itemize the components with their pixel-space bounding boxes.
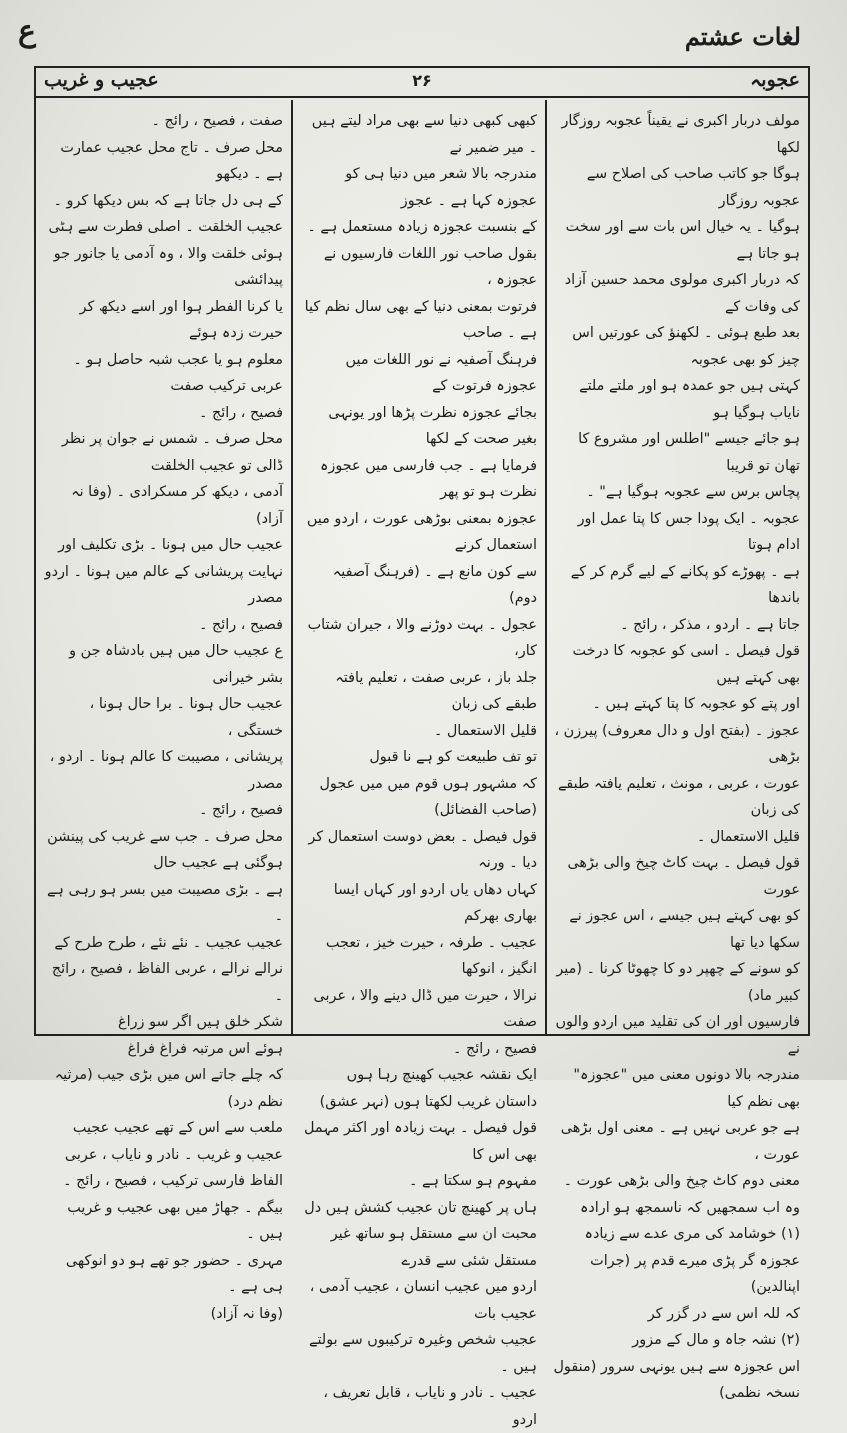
text-line: عجول ۔ بہت دوڑنے والا ، جیران شتاب کار،: [307, 616, 537, 659]
text-line: مہری ۔ حضور جو تھے ہو دو انوکھی ہی ہے ۔: [65, 1252, 283, 1295]
text-line: ایک نقشہ عجیب کھینچ رہا ہوں: [346, 1067, 537, 1083]
text-line: ہے جو عربی نہیں ہے ۔ معنی اول بڑھی عورت ،: [560, 1120, 800, 1163]
text-line: عورت ، عربی ، مونث ، تعلیم یافتہ طبقے کی زبان: [557, 775, 800, 818]
text-line: (۱) خوشامد کی مری عدے سے زیادہ: [584, 1226, 800, 1242]
text-line: محبت ان سے مستقل ہو ساتھ غیر مستقل شئی سے قدرے: [330, 1226, 537, 1269]
text-line: عجیب حال میں ہونا ۔ بڑی تکلیف اور: [58, 537, 283, 553]
text-line: کہ مشہور ہوں قوم میں میں عجول (صاحب الفضائل): [319, 775, 537, 818]
text-line: بیگم ۔ جھاڑ میں بھی عجیب و غریب ہیں ۔: [67, 1199, 283, 1242]
text-line: کہاں دھاں یاں اردو اور کہاں ایسا بھاری بھرکم: [333, 881, 537, 924]
text-line: معنی دوم کاٹ چیخ والی بڑھی عورت ۔: [563, 1173, 800, 1189]
text-line: فرہنگ آصفیہ نے نور اللغات میں عجوزہ فرتوت کے: [345, 351, 537, 394]
left-headword: عجیب و غریب: [44, 69, 159, 91]
text-line: کہ للہ اس سے در گزر کر: [647, 1305, 800, 1322]
text-line: صفت ، فصیح ، رائج ۔: [151, 113, 283, 129]
text-line: بعد طبع ہوئی ۔ لکھنؤ کی عورتیں اس چیز کو بھی عجوبہ: [572, 325, 800, 368]
text-line: عجوزہ بمعنی بوڑھی عورت ، اردو میں استعمال کرنے: [306, 510, 537, 553]
text-line: اور پتے کو عجوبہ کا پتا کہتے ہیں ۔: [592, 696, 800, 712]
text-line: کے بنسبت عجوزہ زیادہ مستعمل ہے ۔: [307, 219, 537, 235]
text-line: جاتا ہے ۔ اردو ، مذکر ، رائج ۔: [620, 616, 800, 633]
text-line: بقول صاحب نور اللغات فارسیوں نے عجوزہ ،: [323, 245, 537, 288]
column-left: [36, 100, 291, 1322]
text-line: مولف دربار اکبری نے یقیناً عجوبہ روزگار لکھا: [561, 113, 800, 156]
page-number: ۲۶: [412, 71, 432, 90]
text-line: پچاس برس سے عجوبہ ہوگیا ہے" ۔: [586, 484, 800, 500]
text-line: ہوئے اس مرتبہ فراغ فراغ: [127, 1040, 283, 1057]
text-line: (وفا نہ آزاد): [210, 1305, 283, 1322]
text-line: نرالا ، حیرت میں ڈال دینے والا ، عربی صفت: [313, 987, 537, 1030]
page-letter-mark: ع: [18, 14, 36, 49]
text-line: فصیح ، رائج ۔: [452, 1040, 537, 1057]
text-line: ہوگا جو کاتب صاحب کی اصلاح سے عجوبہ روزگار: [586, 166, 800, 209]
text-line: عجیب ۔ طرفہ ، حیرت خیز ، تعجب انگیز ، انوکھا: [325, 934, 537, 977]
text-line: محل صرف ۔ تاج محل عجیب عمارت ہے ۔ دیکھو: [60, 139, 283, 182]
text-line: تو تف طبیعت کو ہے نا قبول: [369, 749, 537, 765]
text-line: کو بھی کہتے ہیں جیسے ، اس عجوز نے سکھا دیا تھا: [569, 908, 800, 951]
text-line: قول فیصل ۔ بہت زیادہ اور اکثر مہمل بھی اس کا: [304, 1120, 537, 1163]
text-line: قول فیصل ۔ اسی کو عجوبہ کا درخت بھی کہتے ہیں: [572, 643, 800, 686]
text-line: الفاظ فارسی ترکیب ، فصیح ، رائج ۔: [63, 1173, 283, 1189]
text-line: ہوگیا ۔ یہ خیال اس بات سے اور سخت ہو جاتا ہے: [565, 219, 800, 262]
text-line: عجیب عجیب ۔ نئے نئے ، طرح طرح کے: [54, 934, 283, 951]
text-line: سے کون مانع ہے ۔ (فرہنگ آصفیہ دوم): [332, 563, 537, 606]
text-line: نرالے نرالے ، عربی الفاظ ، فصیح ، رائج ۔: [51, 961, 283, 1004]
text-line: کہ دربار اکبری مولوی محمد حسین آزاد کی وفات کے: [564, 272, 800, 315]
text-line: عجیب شخص وغیرہ ترکیبوں سے بولتے ہیں ۔: [309, 1332, 537, 1375]
text-line: کہ چلے جاتے اس میں بڑی جیب (مرثیہ نظم درد): [54, 1067, 283, 1110]
text-line: فرمایا ہے ۔ جب فارسی میں عجوزہ نظرت ہو تو پھر: [319, 457, 537, 500]
text-line: جلد باز ، عربی صفت ، تعلیم یافتہ طبقے کی زبان: [335, 669, 537, 712]
text-line: وہ اب سمجھیں کہ ناسمجھ ہو ارادہ: [579, 1199, 800, 1216]
text-line: کو سونے کے چھپر دو کا چھوٹا کرنا ۔ (میر کبیر ماد): [556, 961, 800, 1004]
text-line: ہو جائے جیسے "اطلس اور مشروع کا تھان تو قریبا: [578, 431, 800, 474]
text-line: قول فیصل ۔ بہت کاٹ چیخ والی بڑھی عورت: [567, 855, 800, 898]
text-line: یا کرنا الفطر ہوا اور اسے دیکھ کر حیرت زدہ ہوئے: [79, 298, 283, 341]
text-line: قول فیصل ۔ بعض دوست استعمال کر دیا ۔ ورنہ: [308, 828, 537, 871]
text-line: فصیح ، رائج ۔: [198, 616, 283, 633]
text-line: عجیب و غریب ۔ نادر و نایاب ، عربی: [64, 1146, 283, 1163]
text-line: آدمی ، دیکھ کر مسکرادی ۔ (وفا نہ آزاد): [71, 484, 283, 527]
text-line: فصیح ، رائج ۔: [198, 404, 283, 421]
column-right: [545, 100, 808, 1401]
text-line: نہایت پریشانی کے عالم میں ہونا ۔ اردو مصدر: [44, 563, 283, 606]
text-line: عجیب ۔ نادر و نایاب ، قابل تعریف ، اردو: [323, 1385, 537, 1428]
text-line: بجائے عجوزہ نظرت پڑھا اور یونہی بغیر صحت کے لکھا: [328, 404, 537, 447]
text-line: اردو میں عجیب انسان ، عجیب آدمی ، عجیب بات: [309, 1279, 537, 1322]
text-line: معلوم ہو یا عجب شبہ حاصل ہو ۔ عربی ترکیب صفت: [73, 351, 283, 394]
text-line: محل صرف ۔ شمس نے جوان پر نظر ڈالی تو عجیب الخلقت: [61, 431, 283, 474]
text-line: (۲) نشہ جاہ و مال کے مزور: [632, 1332, 800, 1348]
text-line: داستان غریب لکھتا ہوں (نہر عشق): [319, 1093, 537, 1110]
text-line: مفہوم ہو سکتا ہے ۔: [409, 1173, 537, 1189]
text-line: ہے ۔ پھوڑے کو پکانے کے لیے گرم کر کے باندھا: [570, 563, 800, 606]
page-frame: [34, 66, 810, 1428]
text-line: ہاں پر کھینچ تان عجیب کشش ہیں دل: [304, 1199, 537, 1216]
text-line: کے ہی دل جاتا ہے کہ بس دیکھا کرو ۔: [53, 192, 283, 209]
text-line: ہے ۔ بڑی مصیبت میں بسر ہو رہی ہے ۔: [47, 881, 283, 924]
text-line: عجوبہ ۔ ایک پودا جس کا پتا عمل اور ادام ہوتا: [577, 510, 800, 553]
running-head: لغات عشتم: [684, 22, 801, 51]
text-line: قلیل الاستعمال ۔: [696, 828, 800, 845]
text-line: کہتی ہیں جو عمدہ ہو اور ملتے ملتے نایاب ہوگیا ہو: [579, 378, 800, 421]
column-middle: [291, 100, 547, 1428]
text-line: پریشانی ، مصیبت کا عالم ہونا ۔ اردو ، مصدر: [49, 749, 283, 792]
text-line: عجوز ۔ (بفتح اول و دال معروف) پیرزن ، بڑھی: [554, 722, 800, 765]
text-line: مندرجہ بالا شعر میں دنیا ہی کو عجوزہ کہا ہے ۔ عجوز: [345, 166, 537, 209]
text-line: فصیح ، رائج ۔: [198, 802, 283, 818]
right-headword: عجوبہ: [750, 69, 800, 91]
text-line: ملعب سے اس کے تھے عجیب عجیب: [72, 1120, 283, 1136]
text-line: شکر خلق ہیں اگر سو زراغ: [118, 1014, 283, 1030]
text-line: کبھی کبھی دنیا سے بھی مراد لیتے ہیں ۔ میر ضمیر نے: [311, 113, 537, 156]
text-line: ہوئی خلقت والا ، وہ آدمی یا جانور جو پیدائشی: [53, 245, 283, 288]
header-bar: [36, 68, 808, 98]
text-line: مندرجہ بالا دونوں معنی میں "عجوزہ" بھی نظم کیا: [573, 1067, 800, 1110]
text-line: ع عجیب حال میں ہیں بادشاہ جن و بشر خیرانی: [69, 643, 283, 686]
text-line: فرتوت بمعنی دنیا کے بھی سال نظم کیا ہے ۔ صاحب: [304, 298, 537, 341]
text-line: عجوزہ گر پڑی میرے قدم پر (جرات اپنالدین): [590, 1252, 800, 1295]
text-line: عجیب الخلقت ۔ اصلی فطرت سے ہٹی: [48, 219, 283, 235]
text-line: اس عجوزہ سے ہیں یونہی سرور (منقول نسخہ نظمی): [553, 1358, 800, 1401]
text-line: فارسیوں اور ان کی تقلید میں اردو والوں نے: [555, 1014, 800, 1057]
text-line: عجیب حال ہونا ۔ برا حال ہونا ، خستگی ،: [89, 696, 283, 739]
text-line: محل صرف ۔ جب سے غریب کی پینشن ہوگئی ہے عجیب حال: [47, 828, 283, 871]
text-line: قلیل الاستعمال ۔: [433, 722, 537, 739]
